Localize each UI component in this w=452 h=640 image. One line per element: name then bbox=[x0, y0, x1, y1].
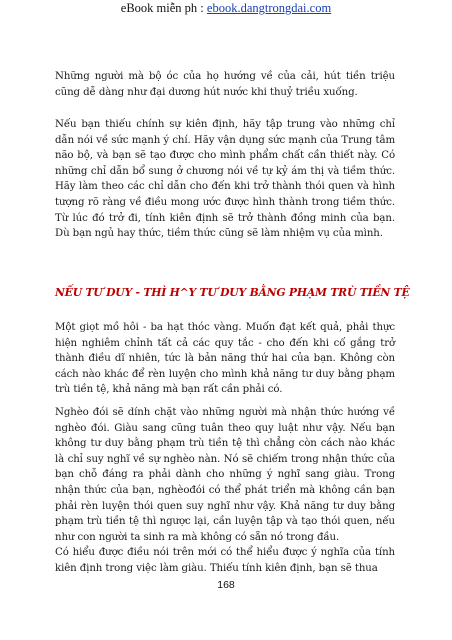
header-text: eBook miễn ph : bbox=[120, 1, 207, 15]
paragraph-2: Nếu bạn thiếu chính sự kiên định, hãy tập trung vào những chỉ dẫn nói về sức mạnh ý chí. Hãy vận dụng sức mạnh của Trung tâm não bộ, và bạn sẽ tạo được cho mình phẩm chất cần thiết này. Có những chỉ dẫn bổ sung ở chương nói về tự kỷ ám thị và tiềm thức. Hãy làm theo các chỉ dẫn cho đến khi trở thành thói quen và hình tượng rõ ràng về điều mong ước được hình thành trong tiềm thức. Từ lúc đó trở đi, tính kiên định sẽ trở thành đồng minh của bạn. Dù bạn ngủ hay thức, tiềm thức cũng sẽ làm nhiệm vụ của mình. bbox=[55, 119, 395, 240]
ebook-site-link[interactable]: ebook.dangtrongdai.com bbox=[206, 1, 332, 15]
section-paragraph-1: Một giọt mồ hôi - ba hạt thóc vàng. Muốn đạt kết quả, phải thực hiện nghiêm chỉnh tất cả các quy tắc - cho đến khi cố gắng trở thành điều dĩ nhiên, tức là bản năng thứ hai của bạn. Không còn cách nào khác để rèn luyện cho mình khả năng tư duy bằng phạm trù tiền tệ, khả năng mà bạn rất cần phải có. bbox=[55, 322, 395, 396]
ebook-header bbox=[0, 1, 452, 16]
section-paragraph-2: Nghèo đói sẽ dính chặt vào những người mà nhận thức hướng về nghèo đói. Giàu sang cũng tuân theo quy luật như vậy. Nếu bạn không tư duy bằng phạm trù tiền tệ thì chẳng còn cách nào khác là chỉ suy nghĩ về sự nghèo nàn. Nó sẽ chiếm trong nhận thức của bạn chỗ đáng ra phải dành cho những ý nghĩ sang giàu. Trong nhận thức của bạn, nghèođói có thể phát triển mà không cần bạn phải rèn luyện thói quen suy nghĩ như vậy. Khả năng tư duy bằng phạm trù tiền tệ thì ngược lại, cần luyện tập và tạo thói quen, nếu như con người ta sinh ra mà không có sẵn nó trong đầu. bbox=[55, 407, 395, 543]
page-number: 168 bbox=[217, 579, 235, 591]
section-heading: NẾU TƯ DUY - THÌ H^Y TƯ DUY BẰNG PHẠM TRÙ TIỀN TỆ bbox=[55, 286, 410, 299]
section-paragraph-3: Có hiểu được điều nói trên mới có thể hiểu được ý nghĩa của tính kiên định trong việc làm giàu. Thiếu tính kiên định, bạn sẽ thua bbox=[55, 547, 395, 574]
paragraph-1: Những người mà bộ óc của họ hướng về của cải, hút tiền triệu cũng dễ dàng như đại dương hút nước khi thuỷ triều xuống. bbox=[55, 71, 395, 98]
